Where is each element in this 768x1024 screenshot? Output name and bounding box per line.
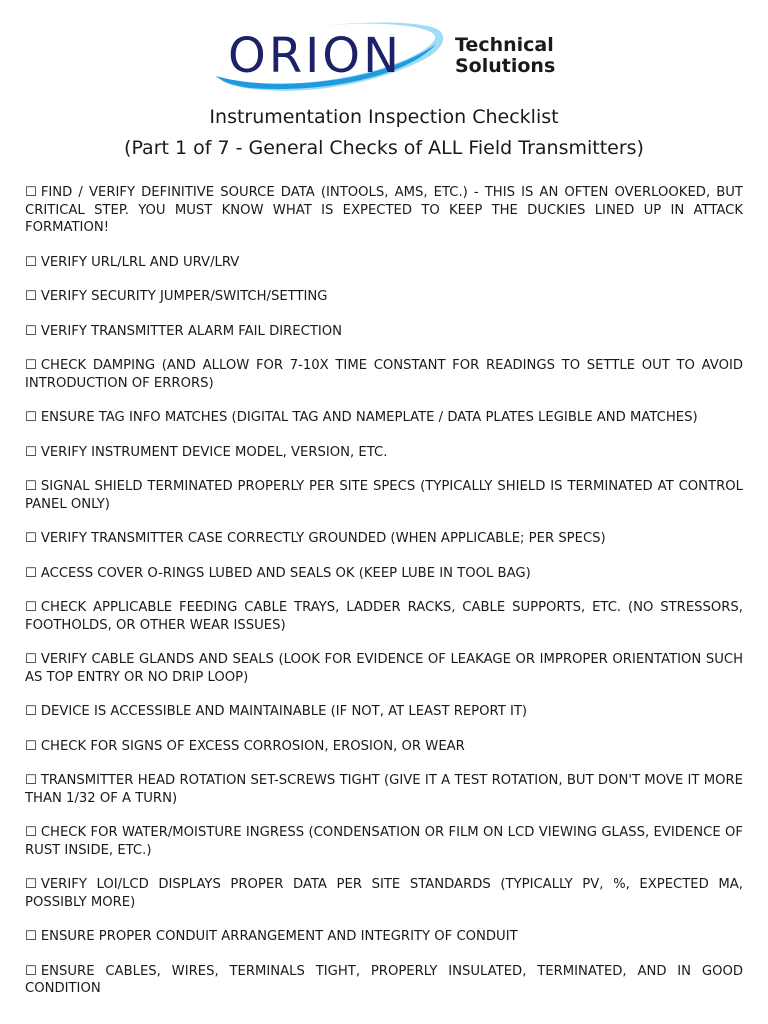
checkbox-icon[interactable]: ☐: [25, 929, 37, 944]
checklist-title: Instrumentation Inspection Checklist: [209, 106, 559, 128]
tagline-line2: Solutions: [455, 55, 556, 77]
checkbox-icon[interactable]: ☐: [25, 479, 37, 494]
checklist-item-label: VERIFY TRANSMITTER ALARM FAIL DIRECTION: [40, 323, 343, 339]
checkbox-icon[interactable]: ☐: [25, 704, 37, 719]
checkbox-icon[interactable]: ☐: [25, 358, 37, 373]
checklist-item-label: SIGNAL SHIELD TERMINATED PROPERLY PER SITE SPECS (TYPICALLY SHIELD IS TERMINATED AT CONTROL PANEL ONLY): [25, 479, 743, 512]
checklist-item: [25, 254, 743, 272]
checklist-item: [25, 599, 743, 634]
checklist-item: [25, 478, 743, 513]
checklist-item-label: TRANSMITTER HEAD ROTATION SET-SCREWS TIGHT (GIVE IT A TEST ROTATION, BUT DON'T MOVE IT MORE THAN 1/32 OF A TURN): [25, 773, 743, 806]
checklist-item-label: VERIFY INSTRUMENT DEVICE MODEL, VERSION, ETC.: [40, 444, 388, 460]
tagline-line1: Technical: [455, 34, 554, 56]
checklist-item: [25, 876, 743, 911]
checkbox-icon[interactable]: ☐: [25, 565, 37, 581]
checklist-item: [25, 651, 743, 686]
checklist-item-label: VERIFY CABLE GLANDS AND SEALS (LOOK FOR EVIDENCE OF LEAKAGE OR IMPROPER ORIENTATION SUCH AS TOP ENTRY OR NO DRIP LOOP): [25, 652, 743, 685]
checklist-item-label: VERIFY TRANSMITTER CASE CORRECTLY GROUNDED (WHEN APPLICABLE; PER SPECS): [40, 531, 606, 546]
checklist-item: [25, 565, 743, 583]
checklist-item: [25, 772, 743, 807]
checklist-item-label: ACCESS COVER O-RINGS LUBED AND SEALS OK (KEEP LUBE IN TOOL BAG): [40, 565, 531, 581]
checklist-item: [25, 530, 743, 548]
checklist-item-label: VERIFY LOI/LCD DISPLAYS PROPER DATA PER SITE STANDARDS (TYPICALLY PV, %, EXPECTED MA, POSSIBLY MORE): [25, 877, 743, 910]
brand-name: ORION: [228, 28, 402, 84]
checkbox-icon[interactable]: ☐: [25, 825, 37, 840]
checklist-item-label: ENSURE CABLES, WIRES, TERMINALS TIGHT, PROPERLY INSULATED, TERMINATED, AND IN GOOD CONDITION: [25, 963, 743, 996]
checklist-item-label: FIND / VERIFY DEFINITIVE SOURCE DATA (INTOOLS, AMS, ETC.) - THIS IS AN OFTEN OVERLOOKED, BUT CRITICAL STEP. YOU MUST KNOW WHAT IS EXPECTED TO KEEP THE DUCKIES LINED UP IN ATTACK FORMATION!: [25, 185, 743, 235]
checkbox-icon[interactable]: ☐: [25, 652, 37, 667]
checklist: [25, 184, 743, 1015]
checklist-item: [25, 444, 743, 462]
checkbox-icon[interactable]: ☐: [25, 323, 37, 339]
checkbox-icon[interactable]: ☐: [25, 185, 37, 200]
checklist-item-label: CHECK APPLICABLE FEEDING CABLE TRAYS, LADDER RACKS, CABLE SUPPORTS, ETC. (NO STRESSORS, FOOTHOLDS, OR OTHER WEAR ISSUES): [25, 600, 743, 633]
checklist-item: [25, 703, 743, 721]
checklist-item-label: VERIFY SECURITY JUMPER/SWITCH/SETTING: [40, 289, 328, 304]
checkbox-icon[interactable]: ☐: [25, 289, 37, 304]
checklist-item: [25, 824, 743, 859]
checklist-item: [25, 963, 743, 998]
checkbox-icon[interactable]: ☐: [25, 963, 37, 979]
checklist-item: [25, 357, 743, 392]
checklist-item-label: DEVICE IS ACCESSIBLE AND MAINTAINABLE (IF NOT, AT LEAST REPORT IT): [40, 704, 528, 719]
orion-logo: [210, 18, 570, 98]
checkbox-icon[interactable]: ☐: [25, 738, 37, 754]
checklist-item: [25, 288, 743, 306]
checkbox-icon[interactable]: ☐: [25, 773, 37, 788]
checklist-item-label: ENSURE TAG INFO MATCHES (DIGITAL TAG AND NAMEPLATE / DATA PLATES LEGIBLE AND MATCHES): [40, 410, 698, 425]
checklist-item-label: CHECK FOR WATER/MOISTURE INGRESS (CONDENSATION OR FILM ON LCD VIEWING GLASS, EVIDENCE OF RUST INSIDE, ETC.): [25, 825, 743, 858]
checkbox-icon[interactable]: ☐: [25, 254, 37, 270]
checklist-item-label: CHECK FOR SIGNS OF EXCESS CORROSION, EROSION, OR WEAR: [40, 738, 465, 754]
checkbox-icon[interactable]: ☐: [25, 600, 37, 615]
checklist-item-label: ENSURE PROPER CONDUIT ARRANGEMENT AND INTEGRITY OF CONDUIT: [40, 929, 518, 944]
checkbox-icon[interactable]: ☐: [25, 410, 37, 425]
checkbox-icon[interactable]: ☐: [25, 444, 37, 460]
checkbox-icon[interactable]: ☐: [25, 531, 37, 546]
checklist-item: [25, 738, 743, 756]
checklist-item: [25, 928, 743, 946]
brand-tagline: [455, 35, 555, 77]
checklist-subtitle: (Part 1 of 7 - General Checks of ALL Field Transmitters): [124, 137, 644, 159]
checklist-item: [25, 184, 743, 237]
checklist-item: [25, 323, 743, 341]
checklist-item: [25, 409, 743, 427]
checklist-item-label: VERIFY URL/LRL AND URV/LRV: [40, 254, 240, 270]
checklist-item-label: CHECK DAMPING (AND ALLOW FOR 7-10X TIME CONSTANT FOR READINGS TO SETTLE OUT TO AVOID INTRODUCTION OF ERRORS): [25, 358, 743, 391]
checkbox-icon[interactable]: ☐: [25, 877, 37, 892]
